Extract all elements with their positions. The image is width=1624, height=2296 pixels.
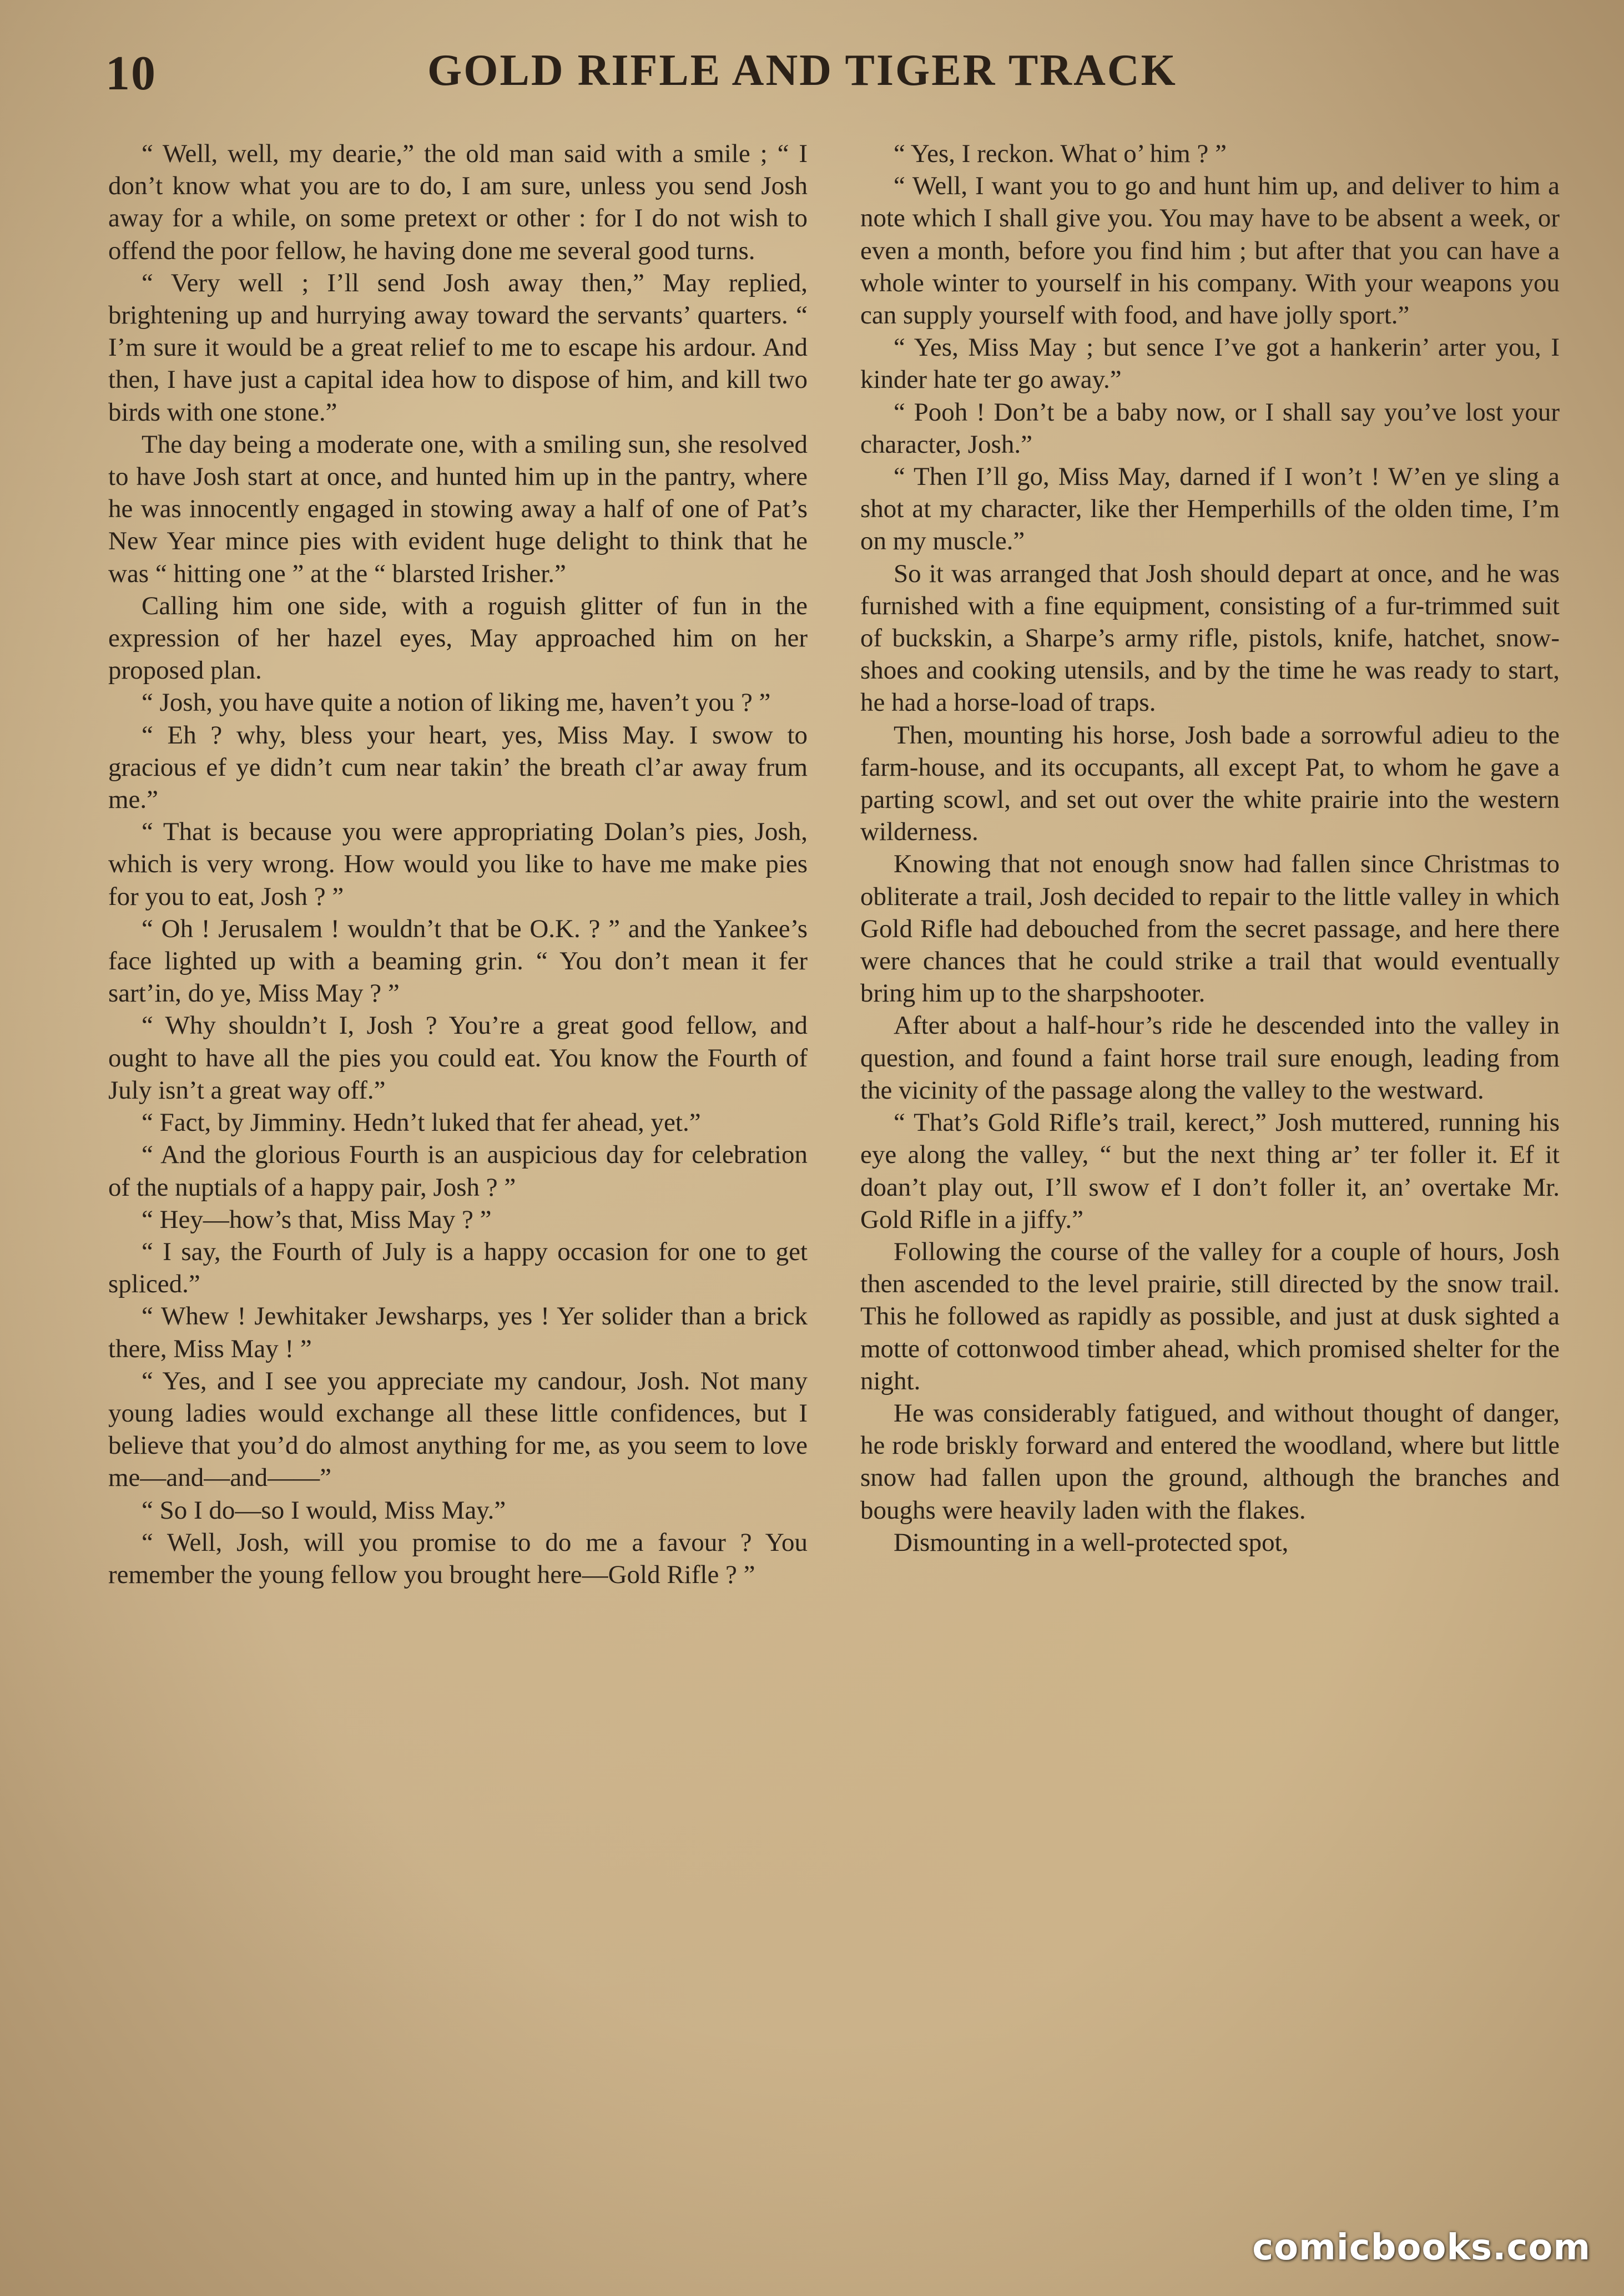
paragraph: “ Eh ? why, bless your heart, yes, Miss May. I swow to gracious ef ye didn’t cum near takin’ the breath cl’ar away frum me.” [108, 720, 808, 815]
watermark: comicbooks.com [1252, 2227, 1591, 2268]
paragraph: “ Well, well, my dearie,” the old man said with a smile ; “ I don’t know what you are to do, I am sure, unless you send Josh away for a while, on some pretext or other : for I do not wish to offend the poor fellow, he having done me several good turns. [108, 139, 808, 265]
paragraph: “ That’s Gold Rifle’s trail, kerect,” Josh muttered, running his eye along the valley, “ but the next thing ar’ ter foller it. Ef it doan’t play out, I’ll swow ef I don’t foller it, an’ overtake Mr. Gold Rifle in a jiffy.” [860, 1108, 1560, 1234]
paragraph: “ Hey—how’s that, Miss May ? ” [142, 1205, 492, 1234]
paragraph: “ Fact, by Jimminy. Hedn’t luked that fer ahead, yet.” [142, 1108, 701, 1137]
right-column [860, 138, 1560, 1559]
paragraph: Then, mounting his horse, Josh bade a sorrowful adieu to the farm-house, and its occupants, all except Pat, to whom he gave a parting scowl, and set out over the white prairie into the western wilderness. [860, 720, 1560, 847]
paragraph: The day being a moderate one, with a smiling sun, she resolved to have Josh start at once, and hunted him up in the pantry, where he was innocently engaged in stowing away a half of one of Pat’s New Year mince pies with evident huge delight to think that he was “ hitting one ” at the “ blarsted Irisher.” [108, 429, 808, 588]
paragraph: He was considerably fatigued, and without thought of danger, he rode briskly forward and entered the woodland, where but little snow had fallen upon the ground, although the branches and boughs were heavily laden with the flakes. [860, 1398, 1560, 1525]
paragraph: “ Yes, Miss May ; but sence I’ve got a hankerin’ arter you, I kinder hate ter go away.” [860, 333, 1560, 395]
left-column [108, 138, 808, 1591]
paragraph: “ Oh ! Jerusalem ! wouldn’t that be O.K. ? ” and the Yankee’s face lighted up with a beaming grin. “ You don’t mean it fer sart’in, do ye, Miss May ? ” [108, 914, 808, 1008]
paragraph: “ And the glorious Fourth is an auspicious day for celebration of the nuptials of a happy pair, Josh ? ” [108, 1140, 808, 1202]
paragraph: “ Then I’ll go, Miss May, darned if I won’t ! W’en ye sling a shot at my character, like ther Hemperhills of the olden time, I’m on my muscle.” [860, 462, 1560, 556]
paragraph: Dismounting in a well-protected spot, [894, 1528, 1289, 1557]
paragraph: “ I say, the Fourth of July is a happy occasion for one to get spliced.” [108, 1237, 808, 1299]
page-number: 10 [105, 47, 157, 100]
paragraph: “ Pooh ! Don’t be a baby now, or I shall say you’ve lost your character, Josh.” [860, 397, 1560, 459]
paragraph: “ Whew ! Jewhitaker Jewsharps, yes ! Yer solider than a brick there, Miss May ! ” [108, 1302, 808, 1363]
paragraph: “ Well, Josh, will you promise to do me a favour ? You remember the young fellow you brought here—Gold Rifle ? ” [108, 1528, 808, 1589]
page-title: GOLD RIFLE AND TIGER TRACK [427, 46, 1177, 95]
paragraph: “ That is because you were appropriating Dolan’s pies, Josh, which is very wrong. How would you like to have me make pies for you to eat, Josh ? ” [108, 817, 808, 911]
paragraph: “ Yes, I reckon. What o’ him ? ” [894, 139, 1227, 168]
paragraph: Knowing that not enough snow had fallen since Christmas to obliterate a trail, Josh decided to repair to the little valley in which Gold Rifle had debouched from the secret passage, and here there were chances that he could strike a trail that would eventually bring him up to the sharpshooter. [860, 849, 1560, 1008]
paragraph: Calling him one side, with a roguish glitter of fun in the expression of her hazel eyes, May approached him on her proposed plan. [108, 591, 808, 685]
paragraph: “ So I do—so I would, Miss May.” [142, 1495, 506, 1525]
paragraph: After about a half-hour’s ride he descended into the valley in question, and found a faint horse trail sure enough, leading from the vicinity of the passage along the valley to the westward. [860, 1011, 1560, 1105]
paragraph: Following the course of the valley for a couple of hours, Josh then ascended to the level prairie, still directed by the snow trail. This he followed as rapidly as possible, and just at dusk sighted a motte of cottonwood timber ahead, which promised shelter for the night. [860, 1237, 1560, 1395]
page-header [105, 45, 1560, 107]
paragraph: “ Yes, and I see you appreciate my candour, Josh. Not many young ladies would exchange all these little confidences, but I believe that you’d do almost anything for me, as you seem to love me—and—and——” [108, 1366, 808, 1493]
paragraph: So it was arranged that Josh should depart at once, and he was furnished with a fine equipment, consisting of a fur-trimmed suit of buckskin, a Sharpe’s army rifle, pistols, knife, hatchet, snow-shoes and cooking utensils, and by the time he was ready to start, he had a horse-load of traps. [860, 559, 1560, 717]
paragraph: “ Very well ; I’ll send Josh away then,” May replied, brightening up and hurrying away toward the servants’ quarters. “ I’m sure it would be a great relief to me to escape his ardour. And then, I have just a capital idea how to dispose of him, and kill two birds with one stone.” [108, 268, 808, 427]
paragraph: “ Well, I want you to go and hunt him up, and deliver to him a note which I shall give you. You may have to be absent a week, or even a month, before you find him ; but after that you can have a whole winter to yourself in his company. With your weapons you can supply yourself with food, and have jolly sport.” [860, 171, 1560, 330]
paragraph: “ Why shouldn’t I, Josh ? You’re a great good fellow, and ought to have all the pies you could eat. You know the Fourth of July isn’t a great way off.” [108, 1011, 808, 1105]
paragraph: “ Josh, you have quite a notion of liking me, haven’t you ? ” [142, 688, 771, 717]
